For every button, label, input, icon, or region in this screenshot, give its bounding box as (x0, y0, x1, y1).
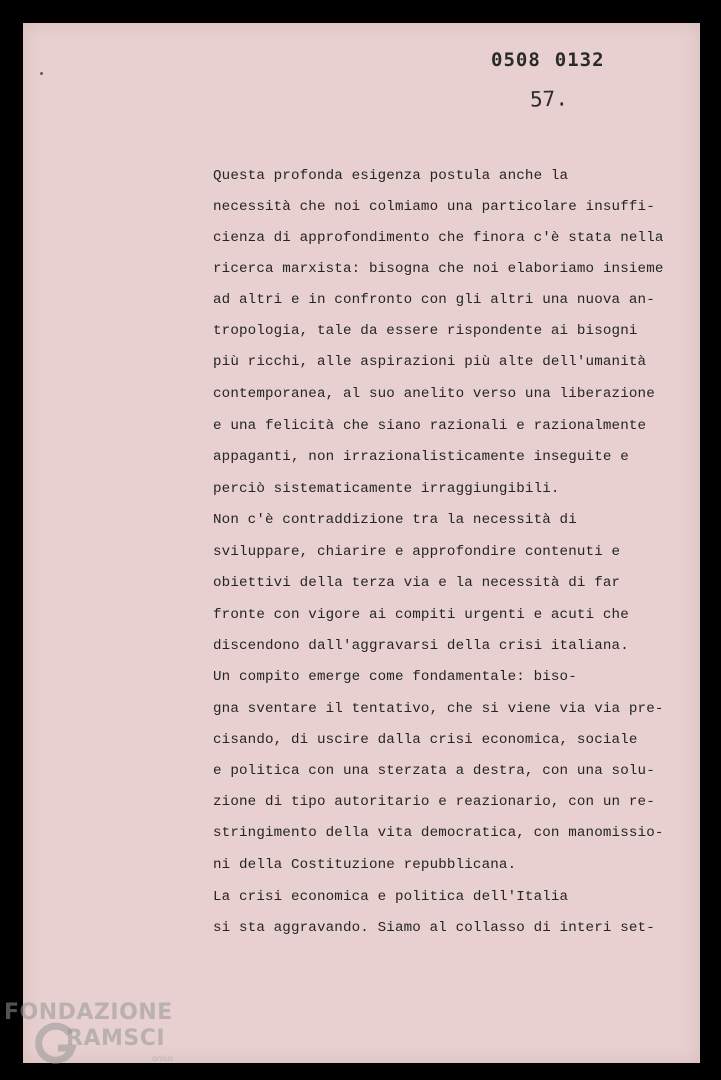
text-line: ad altri e in confronto con gli altri una nuova an- (213, 292, 655, 308)
watermark-line-1: FONDAZIONE (4, 1000, 173, 1025)
page-number: 57. (529, 86, 569, 112)
text-line: perciò sistematicamente irraggiungibili. (213, 481, 560, 497)
text-line: cienza di approfondimento che finora c'è stata nella (213, 230, 664, 246)
watermark-small-text: onlus (152, 1054, 174, 1063)
text-line: La crisi economica e politica dell'Italia (213, 889, 569, 905)
text-line: gna sventare il tentativo, che si viene via via pre- (213, 701, 664, 717)
text-line: cisando, di uscire dalla crisi economica, sociale (213, 732, 638, 748)
typescript-page (23, 23, 700, 1063)
text-line: contemporanea, al suo anelito verso una liberazione (213, 386, 655, 402)
text-line: sviluppare, chiarire e approfondire contenuti e (213, 544, 621, 560)
stray-ink-dot (40, 72, 43, 75)
text-line: e politica con una sterzata a destra, con una solu- (213, 763, 655, 779)
archive-code (491, 49, 619, 71)
archive-code-part-1: 0508 (491, 49, 541, 71)
text-line: Questa profonda esigenza postula anche la (213, 168, 569, 184)
text-line: obiettivi della terza via e la necessità di far (213, 575, 621, 591)
text-line: e una felicità che siano razionali e razionalmente (213, 418, 647, 434)
text-line: ni della Costituzione repubblicana. (213, 857, 517, 873)
archive-code-part-2: 0132 (554, 49, 605, 71)
text-line: Non c'è contraddizione tra la necessità di (213, 512, 577, 528)
text-line: si sta aggravando. Siamo al collasso di interi set- (213, 920, 655, 936)
text-line: zione di tipo autoritario e reazionario, con un re- (213, 794, 655, 810)
text-line: Un compito emerge come fondamentale: biso- (213, 669, 577, 685)
text-line: appaganti, non irrazionalisticamente inseguite e (213, 449, 629, 465)
text-line: ricerca marxista: bisogna che noi elaboriamo insieme (213, 261, 664, 277)
text-line: fronte con vigore ai compiti urgenti e acuti che (213, 607, 629, 623)
fondazione-gramsci-watermark (4, 996, 184, 1076)
text-line: discendono dall'aggravarsi della crisi italiana. (213, 638, 629, 654)
text-line: più ricchi, alle aspirazioni più alte dell'umanità (213, 354, 647, 370)
text-line: stringimento della vita democratica, con manomissio- (213, 825, 664, 841)
watermark-line-2: RAMSCI (66, 1026, 166, 1051)
text-line: necessità che noi colmiamo una particolare insuffi- (213, 199, 655, 215)
text-line: tropologia, tale da essere rispondente ai bisogni (213, 323, 638, 339)
